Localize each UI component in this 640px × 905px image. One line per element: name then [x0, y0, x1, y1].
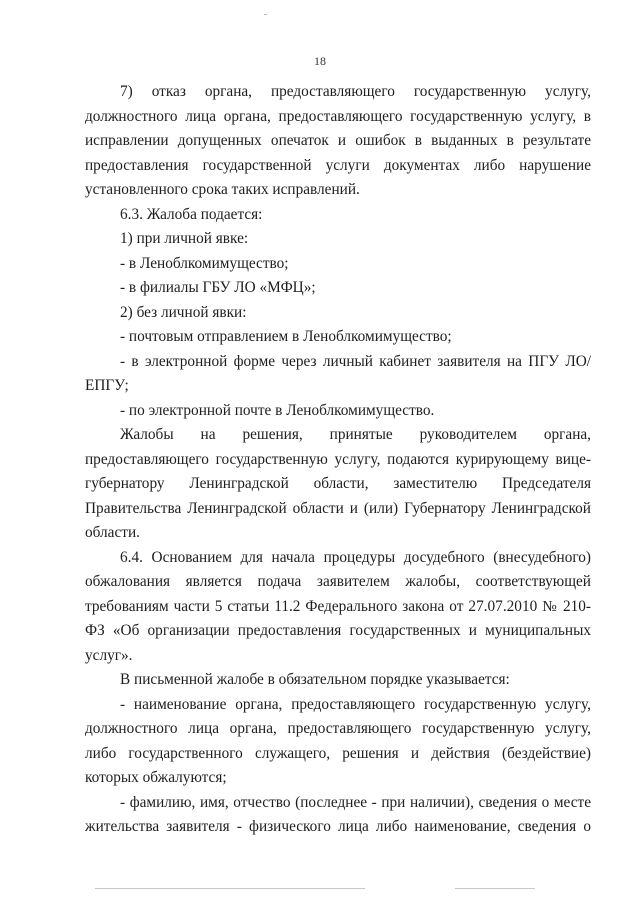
scan-artifact-bottom-right [455, 888, 535, 889]
paragraph: В письменной жалобе в обязательном порядке указывается: [120, 671, 510, 688]
paragraph: - почтовым отправлением в Леноблкомимущество; [120, 328, 452, 345]
paragraph: - в филиалы ГБУ ЛО «МФЦ»; [120, 279, 316, 296]
paragraph: 6.4. Основанием для начала процедуры досудебного (внесудебного) обжалования является подача заявителем жалобы, соответствующей требованиям части 5 статьи 11.2 Федерального закона от 27.07.2010 № 210-ФЗ «Об организации предоставления государственных и муниципальных услуг». [85, 548, 591, 664]
paragraph: - в электронной форме через личный кабинет заявителя на ПГУ ЛО/ ЕПГУ; [85, 352, 591, 394]
paragraph: 7) отказ органа, предоставляющего государственную услугу, [120, 83, 591, 100]
scan-artifact-bottom-left [95, 888, 365, 889]
paragraph: предоставления государственной услуги документах либо нарушение [85, 156, 591, 174]
paragraph: 2) без личной явки: [120, 303, 247, 321]
paragraph: установленного срока таких исправлений. [85, 181, 360, 198]
paragraph: исправлении допущенных опечаток и ошибок в выданных в результате [85, 132, 591, 149]
paragraph: - по электронной почте в Леноблкомимущество. [120, 401, 435, 419]
paragraph: - в Леноблкомимущество; [120, 254, 289, 272]
paragraph: должностного лица органа, предоставляющего государственную услугу, в [85, 107, 591, 125]
paragraph: - фамилию, имя, отчество (последнее - при наличии), сведения о месте [120, 793, 591, 811]
paragraph: жительства заявителя - физического лица либо наименование, сведения о [85, 818, 591, 835]
paragraph: 6.3. Жалоба подается: [120, 205, 263, 223]
document-body [85, 80, 591, 840]
paragraph: Жалобы на решения, принятые руководителем органа, предоставляющего государственную услугу, подаются курирующему вице-губернатору Ленинградской области, заместителю Председателя Правительства Ленинградской области и (или) Губернатору Ленинградской области. [85, 426, 591, 541]
scan-artifact-top [264, 14, 267, 15]
paragraph: - наименование органа, предоставляющего государственную услугу, должностного лица органа, предоставляющего государственную услугу, либо государственного служащего, решения и действия (бездействие) которых обжалуются; [85, 695, 591, 786]
paragraph: 1) при личной явке: [120, 230, 249, 247]
page-number: 18 [314, 54, 326, 68]
